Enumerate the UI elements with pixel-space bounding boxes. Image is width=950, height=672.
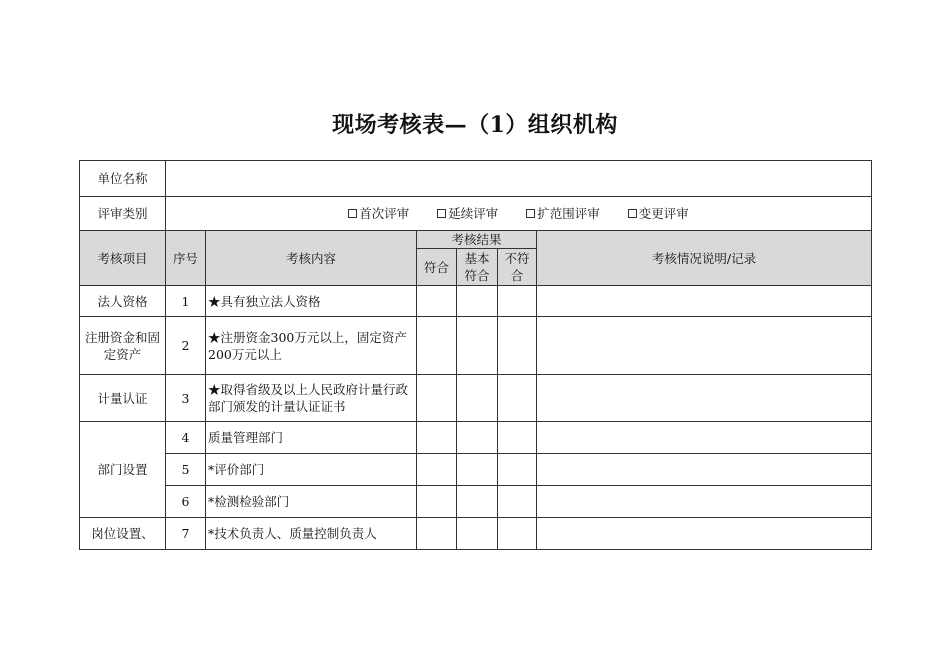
cell-conform[interactable] [417,286,457,317]
row-seq: 3 [166,375,206,422]
cell-not-conform[interactable] [498,286,537,317]
review-option-renewal[interactable] [437,205,498,222]
row-seq: 5 [166,454,206,486]
row-content: ★注册资金300万元以上，固定资产200万元以上 [206,317,417,375]
row-item: 部门设置 [80,422,166,518]
review-type-row [80,197,872,231]
cell-basic-conform[interactable] [457,286,498,317]
table-row [80,422,872,454]
row-seq: 4 [166,422,206,454]
table-row [80,486,872,518]
header-row [80,231,872,249]
cell-remarks[interactable] [537,286,872,317]
page-title: 现场考核表—（1）组织机构 [332,112,618,138]
header-basic-conform: 基本符合 [457,249,498,286]
checkbox-icon[interactable] [437,209,446,218]
unit-name-field[interactable] [166,161,872,197]
header-item: 考核项目 [80,231,166,286]
row-item: 岗位设置、 [80,518,166,550]
cell-conform[interactable] [417,375,457,422]
unit-name-row [80,161,872,197]
cell-not-conform[interactable] [498,317,537,375]
review-option-first[interactable] [348,205,409,222]
cell-remarks[interactable] [537,422,872,454]
cell-remarks[interactable] [537,317,872,375]
row-seq: 2 [166,317,206,375]
table-row [80,454,872,486]
row-content: *技术负责人、质量控制负责人 [206,518,417,550]
row-content: *检测检验部门 [206,486,417,518]
cell-basic-conform[interactable] [457,518,498,550]
cell-remarks[interactable] [537,375,872,422]
cell-basic-conform[interactable] [457,317,498,375]
cell-basic-conform[interactable] [457,422,498,454]
cell-not-conform[interactable] [498,486,537,518]
header-seq: 序号 [166,231,206,286]
header-not-conform: 不符合 [498,249,537,286]
header-remarks: 考核情况说明/记录 [537,231,872,286]
cell-basic-conform[interactable] [457,375,498,422]
row-item: 计量认证 [80,375,166,422]
checkbox-icon[interactable] [628,209,637,218]
row-content: 质量管理部门 [206,422,417,454]
assessment-table [79,160,872,550]
cell-not-conform[interactable] [498,518,537,550]
cell-not-conform[interactable] [498,375,537,422]
table-row [80,286,872,317]
cell-not-conform[interactable] [498,454,537,486]
review-option-change[interactable] [628,205,689,222]
cell-conform[interactable] [417,518,457,550]
row-seq: 6 [166,486,206,518]
review-option-label: 扩范围评审 [537,206,600,221]
row-seq: 7 [166,518,206,550]
table-row [80,518,872,550]
cell-conform[interactable] [417,317,457,375]
checkbox-icon[interactable] [348,209,357,218]
cell-basic-conform[interactable] [457,454,498,486]
review-type-label: 评审类别 [80,197,166,231]
review-option-expand[interactable] [526,205,600,222]
cell-remarks[interactable] [537,454,872,486]
table-row [80,375,872,422]
cell-remarks[interactable] [537,486,872,518]
row-content: *评价部门 [206,454,417,486]
row-item: 法人资格 [80,286,166,317]
cell-not-conform[interactable] [498,422,537,454]
header-conform: 符合 [417,249,457,286]
review-type-options [166,197,872,231]
row-item: 注册资金和固定资产 [80,317,166,375]
cell-basic-conform[interactable] [457,486,498,518]
row-content: ★具有独立法人资格 [206,286,417,317]
header-content: 考核内容 [206,231,417,286]
header-result: 考核结果 [417,231,537,249]
review-option-label: 变更评审 [638,206,689,221]
row-seq: 1 [166,286,206,317]
cell-conform[interactable] [417,422,457,454]
cell-remarks[interactable] [537,518,872,550]
cell-conform[interactable] [417,486,457,518]
row-content: ★取得省级及以上人民政府计量行政部门颁发的计量认证证书 [206,375,417,422]
review-option-label: 首次评审 [359,206,410,221]
cell-conform[interactable] [417,454,457,486]
unit-name-label: 单位名称 [80,161,166,197]
checkbox-icon[interactable] [526,209,535,218]
table-row [80,317,872,375]
review-option-label: 延续评审 [448,206,499,221]
